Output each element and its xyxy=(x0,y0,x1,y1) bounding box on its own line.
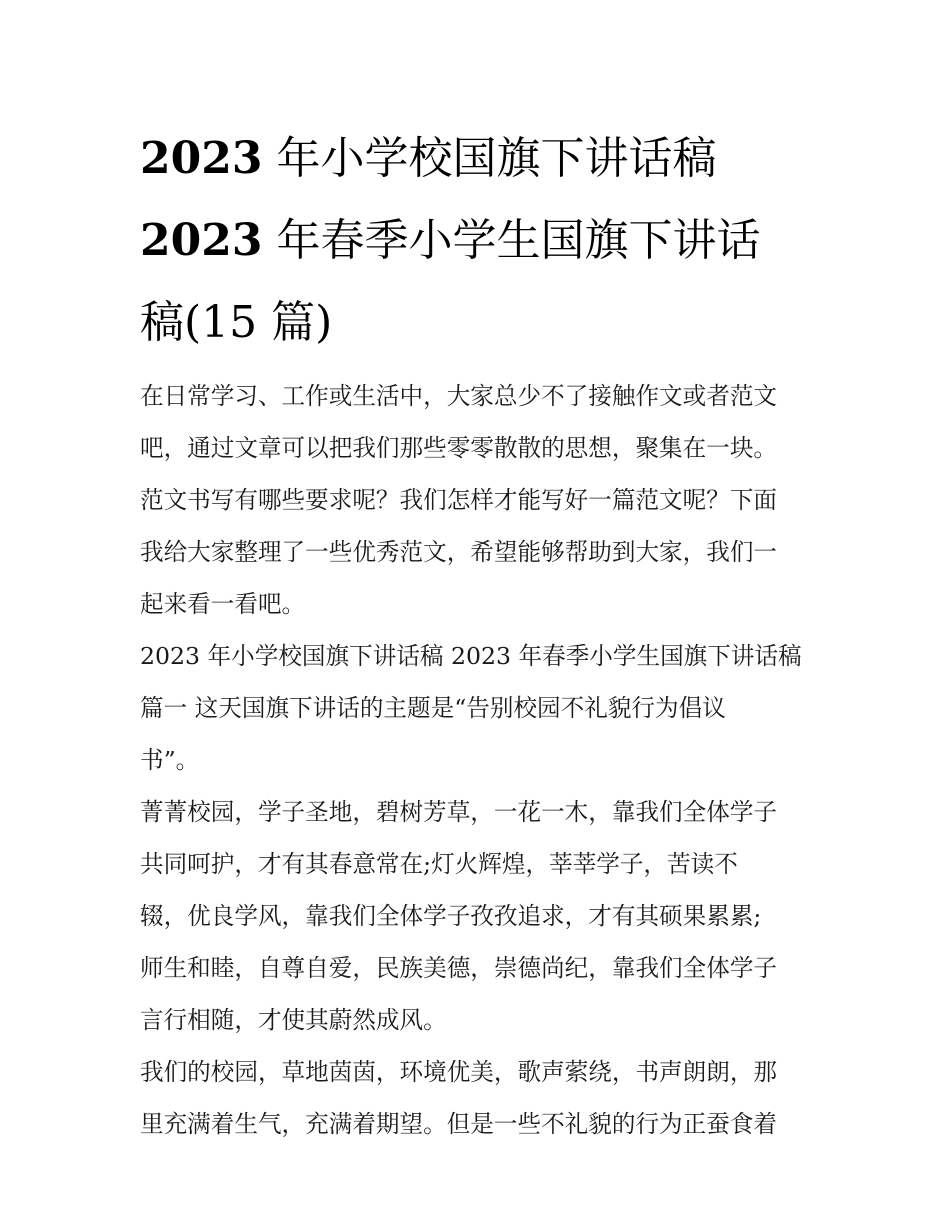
document-body xyxy=(140,370,812,1150)
title-line-2 xyxy=(140,200,812,282)
paragraph-line: 吧，通过文章可以把我们那些零零散散的思想，聚集在一块。 xyxy=(140,434,778,462)
title-year: 2023 xyxy=(140,215,263,266)
paragraph-line: 言行相随，才使其蔚然成风。 xyxy=(140,1006,447,1034)
title-text: 年春季小学生国旗下讲话 xyxy=(262,215,761,266)
paragraph-line: 里充满着生气，充满着期望。但是一些不礼貌的行为正蚕食着 xyxy=(140,1110,778,1138)
paragraph-line: 师生和睦，自尊自爱，民族美德，崇德尚纪，靠我们全体学子 xyxy=(140,954,778,982)
paragraph-line: 我们的校园，草地茵茵，环境优美，歌声萦绕，书声朗朗，那 xyxy=(140,1058,778,1086)
paragraph-line: 2023 年小学校国旗下讲话稿 2023 年春季小学生国旗下讲话稿 xyxy=(140,642,802,670)
title-text: 稿(15 篇) xyxy=(140,297,333,348)
paragraph-line: 起来看一看吧。 xyxy=(140,590,306,618)
document-title xyxy=(140,118,812,364)
paragraph-line: 我给大家整理了一些优秀范文，希望能够帮助到大家，我们一 xyxy=(140,538,778,566)
title-text: 年小学校国旗下讲话稿 xyxy=(262,133,717,184)
document-content xyxy=(140,118,812,1150)
paragraph-line: 菁菁校园，学子圣地，碧树芳草，一花一木，靠我们全体学子 xyxy=(140,798,778,826)
title-year: 2023 xyxy=(140,133,263,184)
paragraph-line: 共同呵护，才有其春意常在;灯火辉煌，莘莘学子，苦读不 xyxy=(140,850,738,878)
title-line-3 xyxy=(140,282,812,364)
title-line-1 xyxy=(140,118,812,200)
paragraph-line: 辍，优良学风，靠我们全体学子孜孜追求，才有其硕果累累; xyxy=(140,902,762,930)
paragraph-line: 书”。 xyxy=(140,746,200,774)
paragraph-line: 篇一 这天国旗下讲话的主题是“告别校园不礼貌行为倡议 xyxy=(140,694,726,722)
paragraph-line: 范文书写有哪些要求呢？我们怎样才能写好一篇范文呢？下面 xyxy=(140,486,778,514)
paragraph-line: 在日常学习、工作或生活中，大家总少不了接触作文或者范文 xyxy=(140,382,778,410)
